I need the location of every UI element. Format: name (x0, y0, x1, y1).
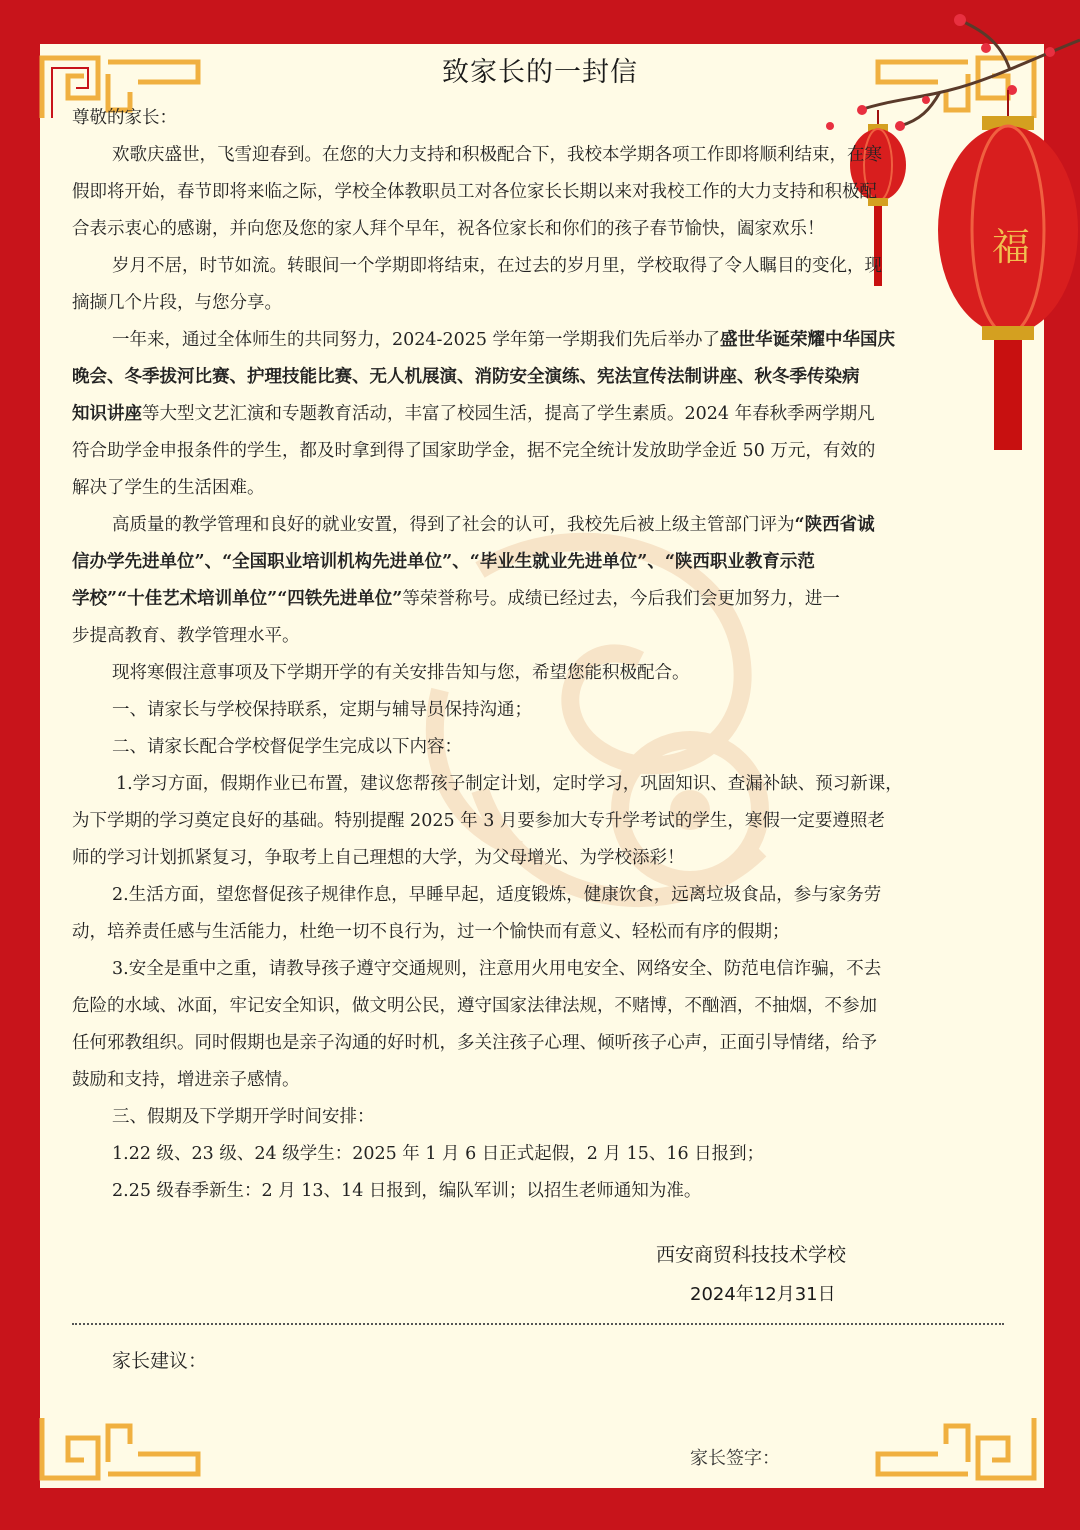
para3-line4: 符合助学金申报条件的学生，都及时拿到得了国家助学金，据不完全统计发放助学金近 50 万元，有效的 (72, 441, 876, 461)
sub1-line1: 1.学习方面，假期作业已布置，建议您帮孩子制定计划，定时学习，巩固知识、查漏补缺、预习新课， (116, 774, 903, 794)
schedule-1: 1.22 级、23 级、24 级学生：2025 年 1 月 6 日正式起假，2 月 15、16 日报到； (112, 1144, 765, 1164)
para4-bold-honor: “陕西省诚 (794, 515, 875, 535)
para4-line3 (72, 581, 1006, 618)
para3-bold-events: 盛世华诞荣耀中华国庆 (720, 330, 896, 350)
para2-line2: 摘撷几个片段，与您分享。 (72, 293, 282, 313)
sub2-line2: 动，培养责任感与生活能力，杜绝一切不良行为，过一个愉快而有意义、轻松而有序的假期； (72, 922, 790, 942)
greeting: 尊敬的家长： (72, 108, 177, 128)
letter-body (72, 100, 1006, 1210)
para4-line2: 信办学先进单位”、“全国职业培训机构先进单位”、“毕业生就业先进单位”、“陕西职业教育示范 (72, 552, 815, 572)
corner-fret-bottom-right (868, 1414, 1038, 1484)
para3-bold-lecture: 知识讲座 (72, 404, 142, 424)
para3-line2: 晚会、冬季拔河比赛、护理技能比赛、无人机展演、消防安全演练、宪法宣传法制讲座、秋冬季传染病 (72, 367, 860, 387)
signature-date: 2024年12月31日 (690, 1284, 836, 1305)
signature-school: 西安商贸科技技术学校 (656, 1244, 847, 1266)
sub1-line2: 为下学期的学习奠定良好的基础。特别提醒 2025 年 3 月要参加大专升学考试的学生，寒假一定要遵照老 (72, 811, 885, 831)
para2-line1: 岁月不居，时节如流。转眼间一个学期即将结束，在过去的岁月里，学校取得了令人瞩目的变化，现 (112, 256, 882, 276)
letter-title: 致家长的一封信 (442, 57, 638, 88)
para3-line1 (72, 322, 1006, 359)
para4-text: 高质量的教学管理和良好的就业安置，得到了社会的认可，我校先后被上级主管部门评为 (112, 515, 795, 535)
notice-item-3: 三、假期及下学期开学时间安排： (112, 1107, 375, 1127)
corner-fret-bottom-left (38, 1414, 208, 1484)
para1-line1: 欢歌庆盛世，飞雪迎春到。在您的大力支持和积极配合下，我校本学期各项工作即将顺利结束，在寒 (112, 145, 882, 165)
schedule-2: 2.25 级春季新生：2 月 13、14 日报到，编队军训；以招生老师通知为准。 (112, 1181, 702, 1201)
parent-signature-label: 家长签字： (690, 1448, 780, 1469)
notice-item-1: 一、请家长与学校保持联系，定期与辅导员保持沟通； (112, 700, 532, 720)
notice-item-2: 二、请家长配合学校督促学生完成以下内容： (112, 737, 462, 757)
para4-bold-honor: 学校”“十佳艺术培训单位”“四铁先进单位” (72, 589, 403, 609)
dotted-divider (72, 1323, 1004, 1325)
parent-advice-label: 家长建议： (112, 1350, 208, 1372)
para4-line1 (72, 507, 1006, 544)
sub3-line1: 3.安全是重中之重，请教导孩子遵守交通规则，注意用火用电安全、网络安全、防范电信诈骗，不去 (112, 959, 882, 979)
svg-text:福: 福 (992, 225, 1031, 269)
para4-text: 等荣誉称号。成绩已经过去，今后我们会更加努力，进一 (402, 589, 840, 609)
para4-line4: 步提高教育、教学管理水平。 (72, 626, 300, 646)
para5: 现将寒假注意事项及下学期开学的有关安排告知与您，希望您能积极配合。 (112, 663, 690, 683)
sub3-line3: 任何邪教组织。同时假期也是亲子沟通的好时机，多关注孩子心理、倾听孩子心声，正面引导情绪，给予 (72, 1033, 877, 1053)
sub3-line4: 鼓励和支持，增进亲子感情。 (72, 1070, 300, 1090)
para1-line3: 合表示衷心的感谢，并向您及您的家人拜个早年，祝各位家长和你们的孩子春节愉快，阖家欢乐！ (72, 219, 825, 239)
para3-text: 一年来，通过全体师生的共同努力，2024-2025 学年第一学期我们先后举办了 (112, 330, 721, 350)
para1-line2: 假即将开始，春节即将来临之际，学校全体教职员工对各位家长长期以来对我校工作的大力支持和积极配 (72, 182, 877, 202)
para3-line3 (72, 396, 1006, 433)
sub1-line3: 师的学习计划抓紧复习，争取考上自己理想的大学，为父母增光、为学校添彩！ (72, 848, 685, 868)
para3-text: 等大型文艺汇演和专题教育活动，丰富了校园生活，提高了学生素质。2024 年春秋季两学期凡 (142, 404, 875, 424)
sub2-line1: 2.生活方面，望您督促孩子规律作息，早睡早起，适度锻炼，健康饮食，远离垃圾食品，参与家务劳 (112, 885, 882, 905)
sub3-line2: 危险的水域、冰面，牢记安全知识，做文明公民，遵守国家法律法规，不赌博，不酗酒，不抽烟，不参加 (72, 996, 877, 1016)
para3-line5: 解决了学生的生活困难。 (72, 478, 265, 498)
